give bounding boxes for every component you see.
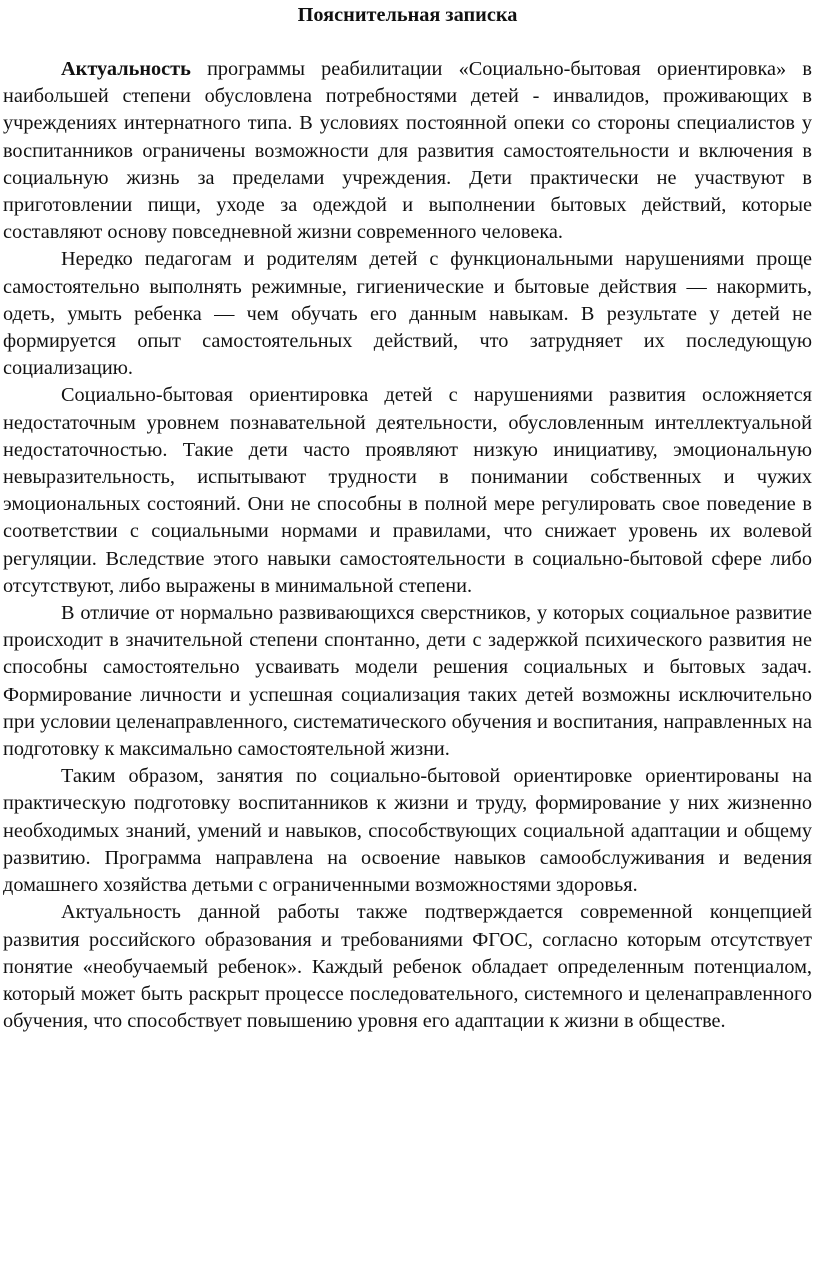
paragraph-5: Таким образом, занятия по социально-бытовой ориентировке ориентированы на практическую подготовку воспитанников к жизни и труду, формирование у них жизненно необходимых знаний, умений и навыков, способствующих социальной адаптации и общему развитию. Программа направлена на освоение навыков самообслуживания и ведения домашнего хозяйства детьми с ограниченными возможностями здоровья. [3, 765, 812, 897]
paragraph-3: Социально-бытовая ориентировка детей с нарушениями развития осложняется недостаточным уровнем познавательной деятельности, обусловленным интеллектуальной недостаточностью. Такие дети часто проявляют низкую инициативу, эмоциональную невыразительность, испытывают трудности в понимании собственных и чужих эмоциональных состояний. Они не способны в полной мере регулировать свое поведение в соответствии с социальными нормами и правилами, что снижает уровень их волевой регуляции. Вследствие этого навыки самостоятельности в социально-бытовой сфере либо отсутствуют, либо выражены в минимальной степени. [3, 384, 812, 597]
paragraph-4: В отличие от нормально развивающихся сверстников, у которых социальное развитие происходит в значительной степени спонтанно, дети с задержкой психического развития не способны самостоятельно усваивать модели решения социальных и бытовых задач. Формирование личности и успешная социализация таких детей возможны исключительно при условии целенаправленного, систематического обучения и воспитания, направленных на подготовку к максимально самостоятельной жизни. [3, 602, 812, 761]
lead-word: Актуальность [61, 58, 191, 80]
document-title: Пояснительная записка [297, 4, 518, 26]
paragraph-1 [3, 56, 812, 246]
paragraph-1-text: программы реабилитации «Социально-бытовая ориентировка» в наибольшей степени обусловлена потребностями детей - инвалидов, проживающих в учреждениях интернатного типа. В условиях постоянной опеки со стороны специалистов у воспитанников ограничены возможности для развития самостоятельности и включения в социальную жизнь за пределами учреждения. Дети практически не участвуют в приготовлении пищи, уходе за одеждой и выполнении бытовых действий, которые составляют основу повседневной жизни современного человека. [3, 58, 812, 244]
paragraph-2: Нередко педагогам и родителям детей с функциональными нарушениями проще самостоятельно выполнять режимные, гигиенические и бытовые действия — накормить, одеть, умыть ребенка — чем обучать его данным навыкам. В результате у детей не формируется опыт самостоятельных действий, что затрудняет их последующую социализацию. [3, 248, 812, 380]
paragraph-6: Актуальность данной работы также подтверждается современной концепцией развития российского образования и требованиями ФГОС, согласно которым отсутствует понятие «необучаемый ребенок». Каждый ребенок обладает определенным потенциалом, который может быть раскрыт процессе последовательного, системного и целенаправленного обучения, что способствует повышению уровня его адаптации к жизни в обществе. [3, 901, 812, 1033]
